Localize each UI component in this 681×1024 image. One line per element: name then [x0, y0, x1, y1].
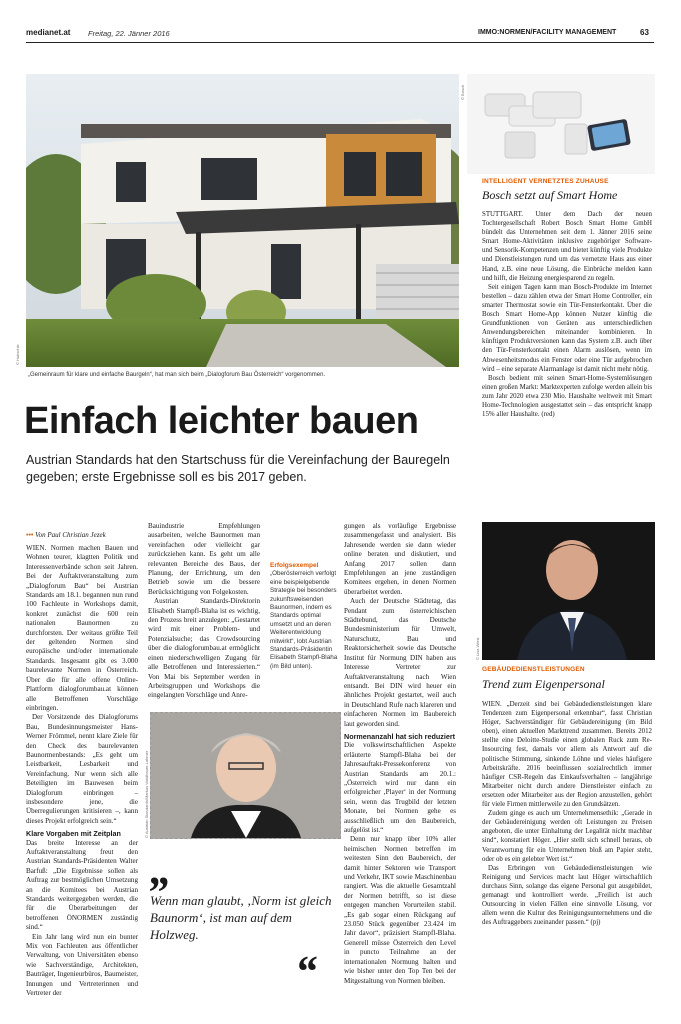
- quote-sidebox: [270, 562, 338, 671]
- article-column-3: [344, 522, 456, 986]
- article-col1-p2: Der Vorsitzende des Dialogforums Bau, Bundesinnungsmeister Hans-Werner Frömmel, nennt klare Ziele für den Check des baurelevanten Baunormenbestands: „Es geht um Leistbarkeit, Lesbarkeit und Vereinfachung. Nur wenn sich alle Beteiligten im Bauwesen beim Dialogforum einbringen – insbesondere jene, die Überregulierungen kritisieren –, kann dieses Projekt erfolgreich sein.“: [26, 713, 138, 825]
- article-col2-p1: Bauindustrie Empfehlungen ausarbeiten, welche Baunormen man vereinfachen oder vielleicht gar zurückziehen kann. Es geht um alle relevanten Bereiche des Baus, der Planung, der Errichtung, um den Betrieb sowie um die bessere Berücksichtigung von Folgekosten.: [148, 522, 260, 596]
- article-col1-p4: Ein Jahr lang wird nun ein bunter Mix von Fachleuten aus öffentlicher Verwaltung, von Universitäten ebenso wie Sachverständige, Architekten, Bauträger, Ingenieurbüros, Baumeister, Innungen und Vertreterinnen und Vertreter der: [26, 932, 138, 998]
- hoeger-p2: Zudem ginge es auch um Unternehmensethik: „Gerade in der Gebäudereinigung werden oft Leistungen zu Preisen angeboten, die unter Einhaltung der Legalität nicht machbar sind“, konstatiert Höger. „Hier stellt sich schnell heraus, ob Verantwortung für ein Unternehmen bloß am Papier steht, oder ob es ein gelebter Wert ist.“: [482, 810, 652, 863]
- article-col3-p1: gungen als vorläufige Ergebnisse zusammengefasst und analysiert. Bis Jahresende werden sie dann wieder online beraten und diskutiert, und Anfang 2017 sollen dann Empfehlungen an jene zuständigen Komitees ergehen, in denen Normen überarbeitet werden.: [344, 522, 456, 596]
- hoeger-title: Trend zum Eigenpersonal: [482, 677, 605, 691]
- article-col1-p1: WIEN. Normen machen Bauen und Wohnen teurer, klagtten Politik und Interessenverbände schon seit Jahren. Bei der Auftaktveranstaltung zum „Dialogforum Bau“ bei Austrian Standards am 18.1. begannen nun rund 100 Fachleute in Workshops damit, konkret zunächst die 600 rein nationalen Baunormen zu durchforsten. Der weitaus größte Teil der geltenden Normen sind europäische und/oder internationale Standards. Insgesamt gibt es 3.000 baurelevante Normen in Österreich. Über die für alle offene Online-Plattform dialogforumbau.at können alle Betroffenen Vorschläge einbringen.: [26, 544, 138, 712]
- portrait-illustration: [151, 713, 340, 838]
- article-col3-p4: Denn nur knapp über 10% aller heimischen Normen betreffen im weitesten Sinn den Baubereich, der damit hinter Sektoren wie Transport und Verkehr, IKT sowie Maschinenbau rangiert. Was die aktuelle Gesamtzahl der Normen betrifft, so ist diese entgegen manchen Vorurteilen stabil. „Es gab sogar einen Rückgang auf 23.050 Stück gegenüber 23.424 im Jahr davor“, präzisiert Stampfl-Blaha. Generell müsse Österreich den Level in puncto Teilnahme an der internationalen Normung halten und wie bisher unter den Top Ten bei der Mitgestaltung von Normen bleiben.: [344, 835, 456, 985]
- article-column-1: [26, 544, 138, 999]
- house-illustration: [26, 74, 459, 367]
- hoeger-portrait-illustration: [482, 522, 655, 660]
- bosch-kicker: INTELLIGENT VERNETZTES ZUHAUSE: [482, 178, 609, 185]
- bosch-photo-credit: © Bosch: [460, 84, 465, 100]
- hoeger-body: [482, 700, 652, 927]
- bosch-p2: Seit einigen Tagen kann man Bosch-Produkte im Internet bestellen – dazu zählen etwa der Smart Home Controller, ein smarter Thermostat sowie ein Tür-Fensterkontakt. Über die Bosch Smart Home-App können Nutzer künftig die Grundfunktionen von Geräten aus unterschiedlichen Anwendungsbereichen miteinander kombinieren. In künftigen Produktversionen kann das System z.B. auch über den Tür-Fensterkontakt einen Alarm auslösen, wenn im Abwesenheitsmodus ein Fenster oder eine Tür aufgebrochen wird – eine separate Alarmanlage ist damit nicht mehr nötig.: [482, 283, 652, 373]
- header-rule: [26, 42, 654, 43]
- main-photo-credit: © Hubschle: [15, 344, 20, 365]
- bosch-title: Bosch setzt auf Smart Home: [482, 188, 618, 202]
- pull-quote-close-mark: “: [295, 947, 317, 996]
- main-photo-caption: „Gemeinraum für klare und einfache Baurgeln“, hat man sich beim „Dialogforum Bau Österreich“ vorgenommen.: [28, 372, 326, 378]
- headline: Einfach leichter bauen: [24, 400, 419, 442]
- header-brand: medianet.at: [26, 28, 71, 37]
- sidebox-kicker: Erfolgsexempel: [270, 562, 319, 569]
- article-col3-subhead: Normenanzahl hat sich reduziert: [344, 731, 456, 741]
- article-col1-subhead: Klare Vorgaben mit Zeitplan: [26, 829, 121, 839]
- page-number: 63: [640, 28, 649, 37]
- main-photo: [26, 74, 459, 367]
- subhead: Austrian Standards hat den Startschuss für die Vereinfachung der Bauregeln gegeben; erste Ergebnisse soll es bis 2017 geben.: [26, 453, 450, 484]
- pull-quote-open-mark: „: [150, 845, 172, 894]
- byline-dots: •••: [26, 531, 34, 539]
- article-col1-p3: Das breite Interesse an der Auftaktveranstaltung freut den Austrian Standards-Präsidenten Walter Barfuß: „Die Ergebnisse sollen als Auftrag zur bestmöglichen Umsetzung an die Komitees bei Austrian Standards weitergegeben werden, die für die Überarbeitungen der betroffenen ÖNORMEN zuständig sind.“: [26, 838, 138, 932]
- hoeger-kicker: GEBÄUDEDIENSTLEISTUNGEN: [482, 666, 585, 673]
- sidebox-text: „Oberösterreich verfolgt eine beispielgebende Strategie bei besonders zukunftsweisenden Baunormen, indem es Standards optimal umsetzt und an deren Weiterentwicklung mitwirkt“, lobt Austrian Standards-Präsidentin Elisabeth Stampfl-Blaha (im Bild unten).: [270, 570, 338, 670]
- byline: [26, 531, 106, 539]
- hoeger-photo-credit: © Lisa Wiest: [475, 637, 480, 660]
- header-date: Freitag, 22. Jänner 2016: [88, 29, 170, 38]
- header-section: IMMO:NORMEN/FACILITY MANAGEMENT: [478, 29, 617, 36]
- portrait-credit: © Austrian Standards/Markus Waldhauer-Lahmer: [144, 750, 149, 838]
- article-col3-p3: Die volkswirtschaftlichen Aspekte erläuterte Stampfl-Blaha bei der Jahresauftakt-Pressekonferenz von Austrian Standards am 20.1.: „Österreich wird nur dann ein erfolgreicher ‚Player‘ in der Normung sein, wenn das Trugbild der letzten Monate, bei Normen gehe es ausschließlich um den Baubereich, aufgelöst ist.“: [344, 741, 456, 834]
- pull-quote-text: Wenn man glaubt, ‚Norm ist gleich Baunorm‘, ist man auf dem Holzweg.: [150, 893, 332, 942]
- byline-name: Von Paul Christian Jezek: [35, 531, 106, 539]
- hoeger-p3: Das Erbringen von Gebäudedienstleistungen wie Reinigung und Services macht laut Höger wirtschaftlich durchaus Sinn, solange das eigene Personal gut ausgebildet, gemanagt und kontrolliert werde. „Freilich ist auch Outsourcing in vielen Fällen eine sinnvolle Lösung, vor allem wenn die Kultur des Reinigungsunternehmens und die des Auftraggebers zueinander passen.“ (pj): [482, 864, 652, 927]
- bosch-p1: STUTTGART. Unter dem Dach der neuen Tochtergesellschaft Robert Bosch Smart Home GmbH bündelt das Unternehmen seit dem 1. Jänner 2016 seine Smart Home-Aktivitäten inklusive zugehöriger Software- und Sensorik-Kompetenzen und bietet künftig viele Produkte und Dienstleistungen rund um das vernetzte Haus aus einer Hand, z.B. eine neue Lösung, die Einbrüche melden kann und hilft, die Heizung energiesparend zu regeln.: [482, 211, 652, 282]
- bosch-p3: Bosch bedient mit seinen Smart-Home-Systemlösungen einen großen Markt: Marktexperten zufolge werden allein bis zum Jahr 2020 etwa 230 Mio. Haushalte weltweit mit Smart Home-Technologien ausgestattet sein – das entspricht knapp 15% aller Haushalte. (red): [482, 374, 652, 419]
- article-col3-p2: Auch der Deutsche Städtetag, das Pendant zum österreichischen Städtebund, das Deutsche Bundesministerium für Umwelt, Naturschutz, Bau und Reaktorsicherheit sowie das Deutsche Institut für Normung DIN haben aus Interesse Vertreter zur Auftaktveranstaltung nach Wien entsandt. Bei DIN wird heuer ein ähnliches Projekt gestartet, weil auch in Deutschland Rufe nach klareren und einfacheren Normen im Baubereich laut geworden sind.: [344, 597, 456, 728]
- portrait-photo-stampfl-blaha: [150, 712, 341, 839]
- bosch-body: [482, 210, 652, 419]
- article-col2-p2: Austrian Standards-Direktorin Elisabeth Stampfl-Blaha ist es wichtig, den Prozess breit anzulegen: „Gestartet wird mit einer Problem- und Potenzialsuche; das Crowdsourcing über die dialogforumbau.at ermöglicht einen niederschwelligen Zugang für alle Betroffenen und Interessierten.“ Von Mai bis September werden in Arbeitsgruppen und Workshops die eingelangten Vorschläge und Anre-: [148, 597, 260, 700]
- bosch-products-photo: [467, 74, 655, 174]
- smart-home-devices-illustration: [467, 74, 655, 174]
- hoeger-portrait-photo: [482, 522, 655, 660]
- hoeger-p1: WIEN. „Derzeit sind bei Gebäudedienstleistungen klare Tendenzen zum Eigenpersonal erkennbar“, fasst Christian Höger, Sachverständiger für Gebäudereinigung (im Bild oben), einen aktuellen Markttrend zusammen. Bereits 2012 stellte eine Deloitte-Studie einen globalen Ruck zum Re-Insourcing fest, damals vor allem als Antwort auf die politische Stimmung, sinkende Löhne und vieles häufigere Arbeitskräfte. 2016 beeinflussen sozialrechtlich immer häufiger CSR-Regeln das Einkaufsverhalten – langjährige Mitarbeiter nicht durch andere Dienstleister einfach zu ersetzen oder Mitarbeiter aus der Region anzustellen, gehört für viele Firmen mittlerweile zu den Grundsätzen.: [482, 701, 652, 809]
- article-column-2: [148, 522, 260, 701]
